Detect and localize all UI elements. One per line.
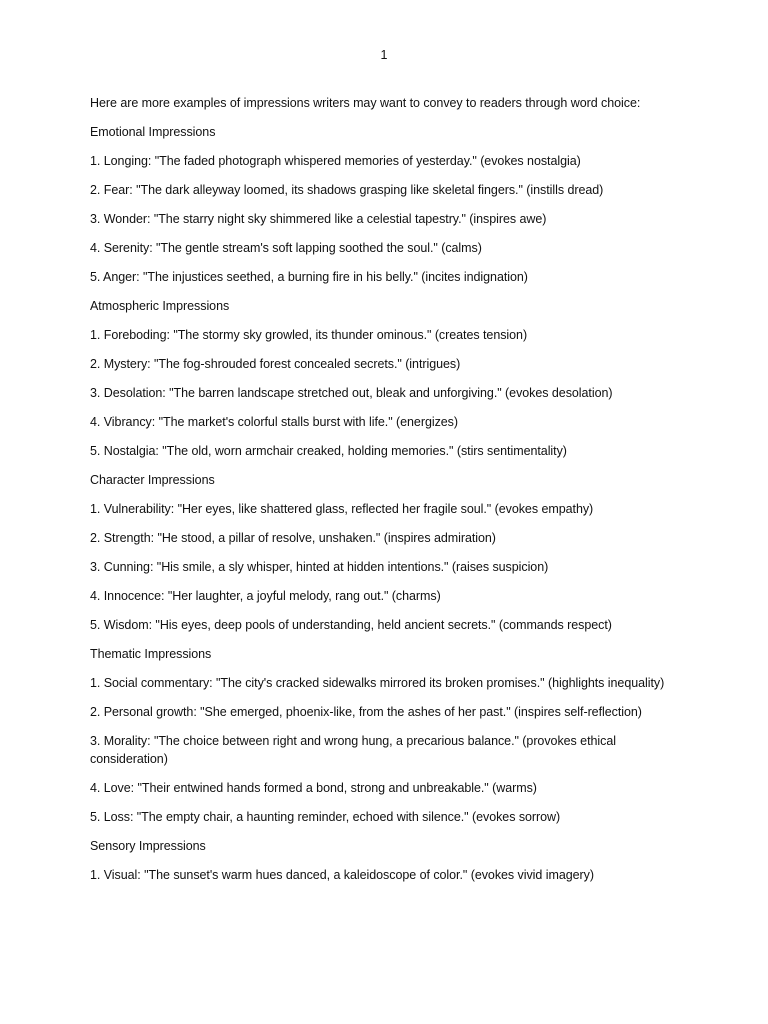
list-item: 4. Innocence: "Her laughter, a joyful melody, rang out." (charms) [90, 589, 441, 603]
section-heading-atmospheric: Atmospheric Impressions [90, 299, 230, 313]
list-item: 1. Vulnerability: "Her eyes, like shattered glass, reflected her fragile soul." (evokes empathy) [90, 502, 594, 516]
list-item: 2. Fear: "The dark alleyway loomed, its shadows grasping like skeletal fingers." (instills dread) [90, 183, 604, 197]
list-item: 1. Longing: "The faded photograph whispered memories of yesterday." (evokes nostalgia) [90, 154, 581, 168]
section-heading-character: Character Impressions [90, 473, 215, 487]
section-heading-sensory: Sensory Impressions [90, 839, 206, 853]
section-heading-emotional: Emotional Impressions [90, 125, 216, 139]
list-item: 5. Wisdom: "His eyes, deep pools of understanding, held ancient secrets." (commands respect) [90, 618, 612, 632]
list-item: 1. Social commentary: "The city's cracked sidewalks mirrored its broken promises." (highlights inequality) [90, 676, 665, 690]
list-item: 3. Wonder: "The starry night sky shimmered like a celestial tapestry." (inspires awe) [90, 212, 547, 226]
document-body [90, 94, 680, 895]
list-item: 2. Personal growth: "She emerged, phoenix-like, from the ashes of her past." (inspires self-reflection) [90, 705, 642, 719]
intro-paragraph: Here are more examples of impressions writers may want to convey to readers through word choice: [90, 96, 641, 110]
list-item: 2. Strength: "He stood, a pillar of resolve, unshaken." (inspires admiration) [90, 531, 496, 545]
section-heading-thematic: Thematic Impressions [90, 647, 212, 661]
list-item: 5. Loss: "The empty chair, a haunting reminder, echoed with silence." (evokes sorrow) [90, 810, 561, 824]
list-item: 1. Visual: "The sunset's warm hues danced, a kaleidoscope of color." (evokes vivid imagery) [90, 868, 594, 882]
list-item: 3. Morality: "The choice between right and wrong hung, a precarious balance." (provokes ethical consideration) [90, 734, 616, 766]
list-item: 4. Vibrancy: "The market's colorful stalls burst with life." (energizes) [90, 415, 458, 429]
list-item: 4. Love: "Their entwined hands formed a bond, strong and unbreakable." (warms) [90, 781, 537, 795]
list-item: 3. Desolation: "The barren landscape stretched out, bleak and unforgiving." (evokes desolation) [90, 386, 613, 400]
list-item: 4. Serenity: "The gentle stream's soft lapping soothed the soul." (calms) [90, 241, 482, 255]
list-item: 3. Cunning: "His smile, a sly whisper, hinted at hidden intentions." (raises suspicion) [90, 560, 549, 574]
page-number: 1 [380, 48, 388, 62]
list-item: 2. Mystery: "The fog-shrouded forest concealed secrets." (intrigues) [90, 357, 461, 371]
list-item: 5. Anger: "The injustices seethed, a burning fire in his belly." (incites indignation) [90, 270, 528, 284]
list-item: 5. Nostalgia: "The old, worn armchair creaked, holding memories." (stirs sentimentality) [90, 444, 567, 458]
list-item: 1. Foreboding: "The stormy sky growled, its thunder ominous." (creates tension) [90, 328, 528, 342]
